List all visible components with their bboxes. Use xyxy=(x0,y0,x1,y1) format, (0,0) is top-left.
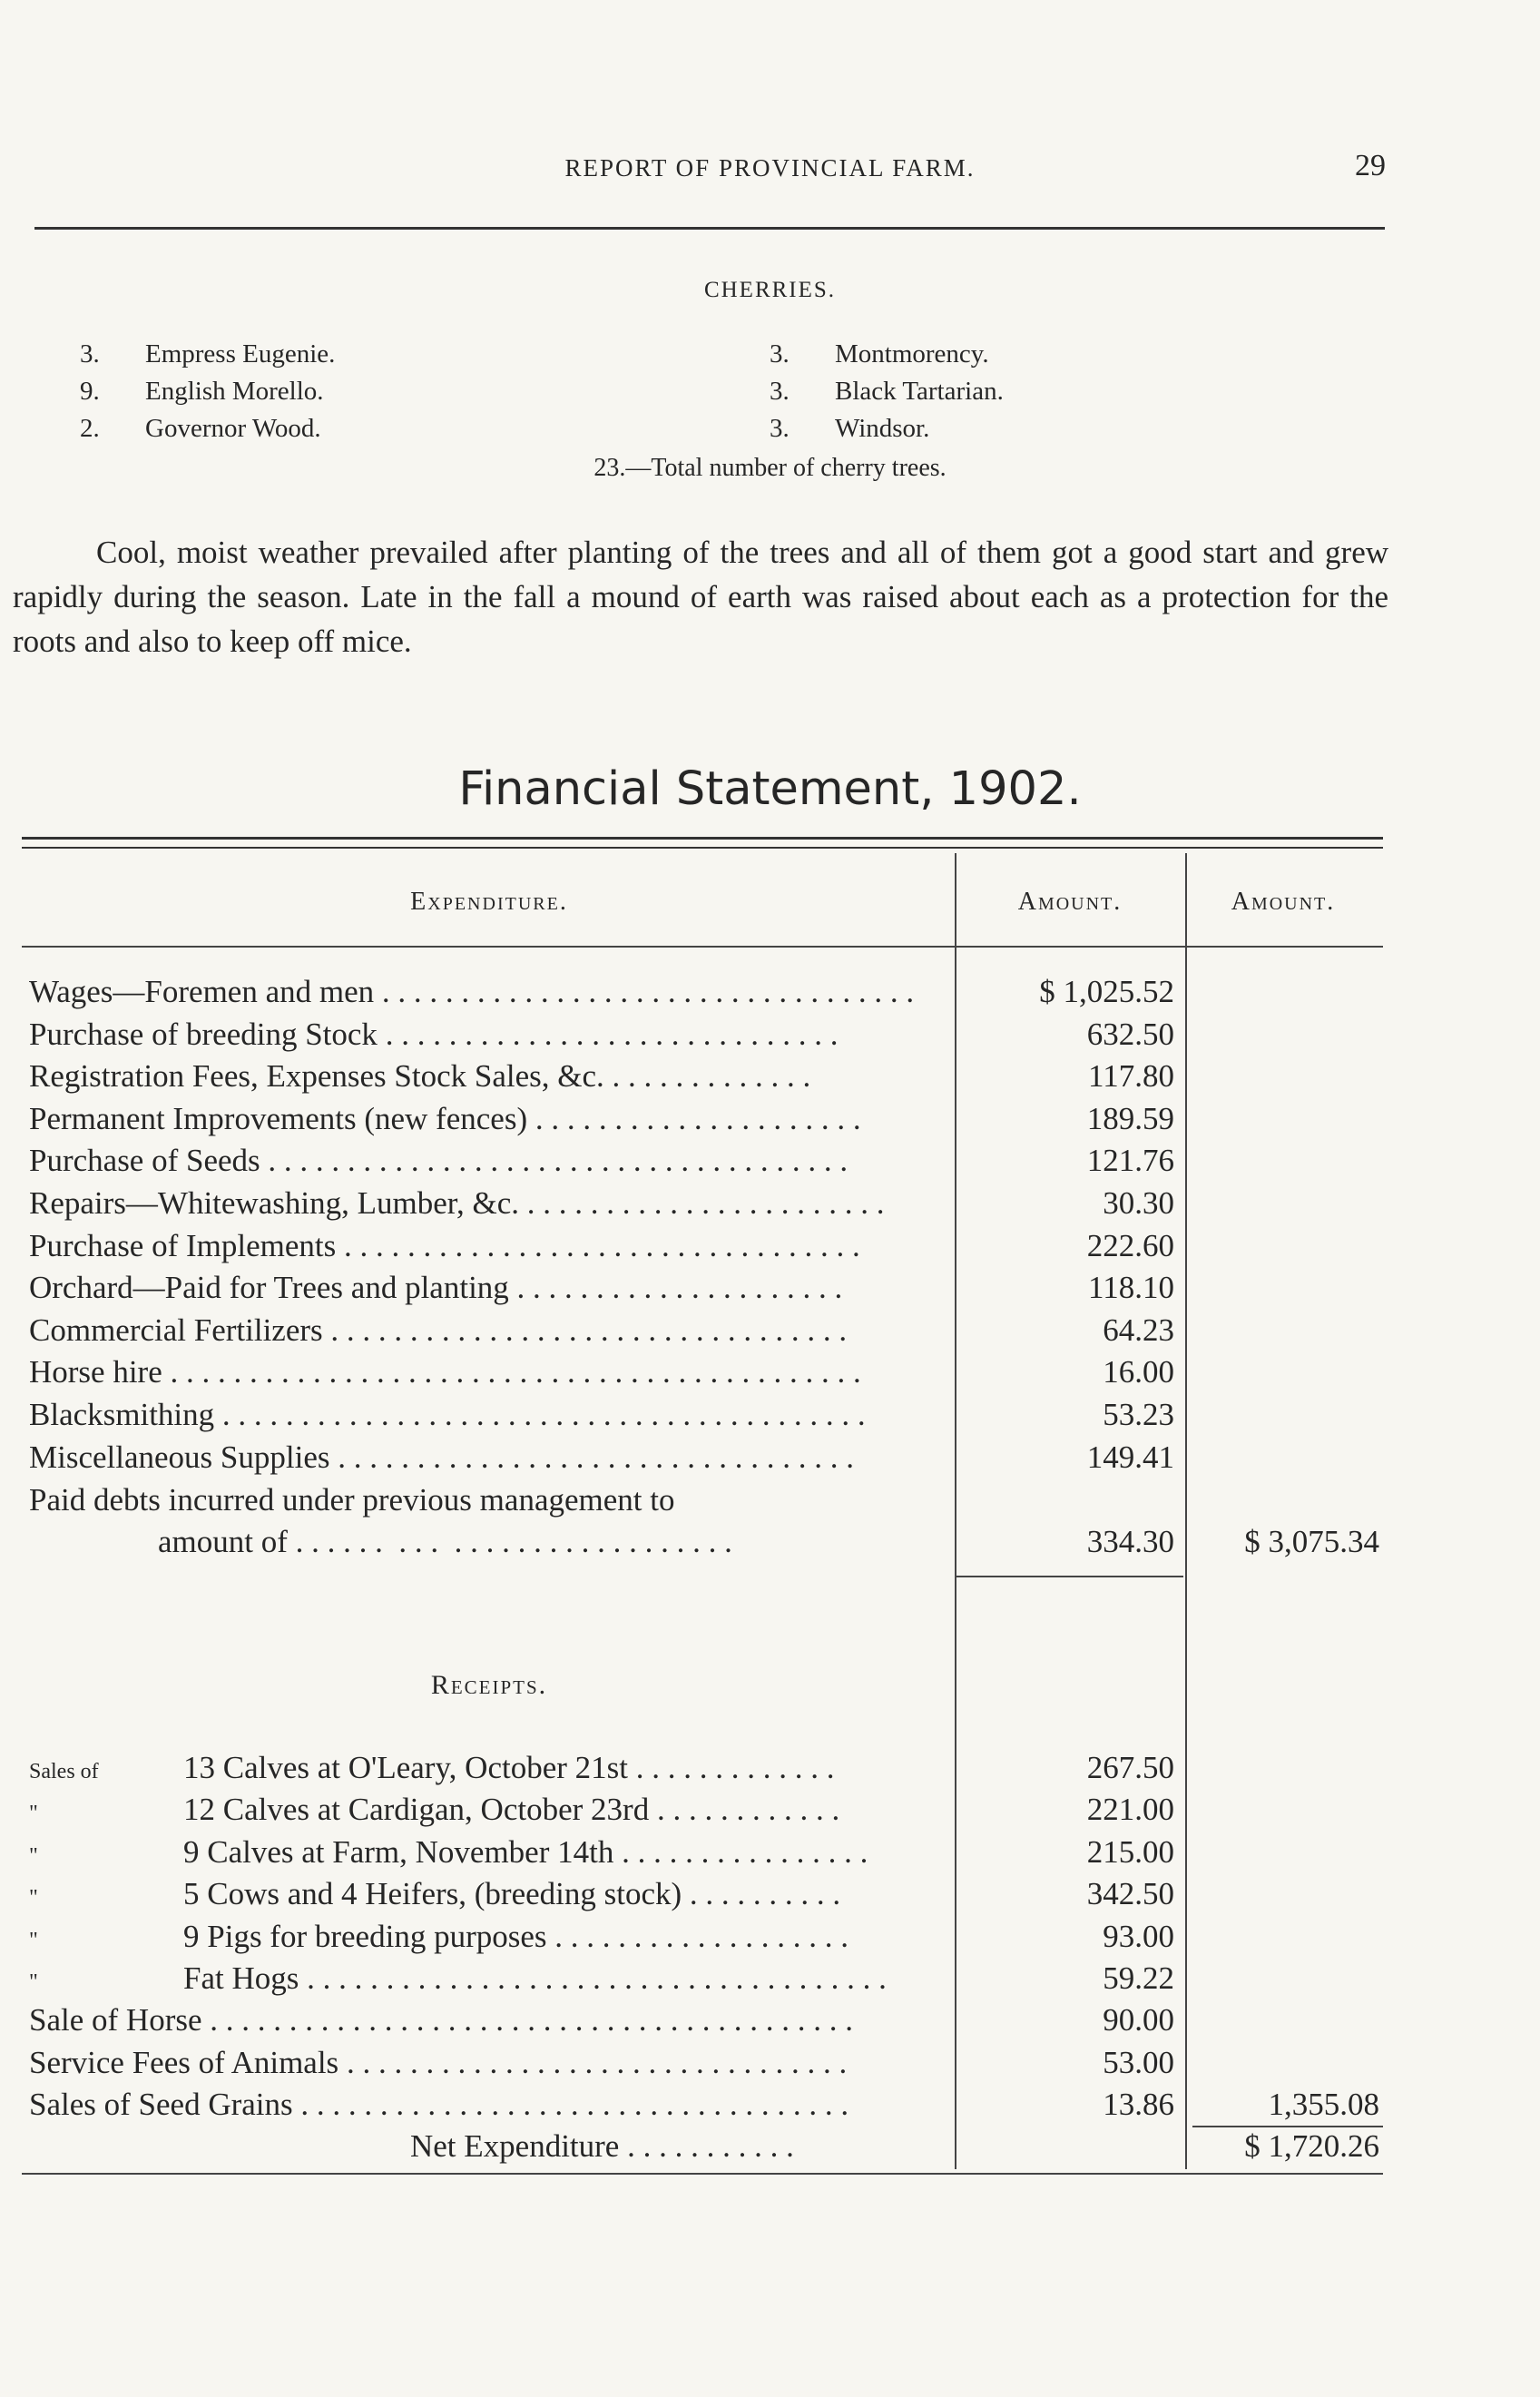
cherry-variety: Empress Eugenie. xyxy=(145,339,336,368)
leader-dots: . . . . . . . . . . . . . . . . . . . . . . . . . . . . . . . . . . . . . . . . . . . . xyxy=(162,1354,861,1390)
row-amount: 16.00 xyxy=(1103,1354,1174,1390)
table-row xyxy=(22,1832,1383,1873)
net-label: Net Expenditure xyxy=(410,2128,620,2164)
row-description-text: 9 Pigs for breeding purposes xyxy=(183,1918,547,1954)
row-description-text: Horse hire xyxy=(29,1354,162,1390)
title-double-rule xyxy=(22,837,1383,849)
row-amount: 93.00 xyxy=(1103,1918,1174,1954)
header-rule xyxy=(34,227,1385,230)
leader-dots: . . . . . . . . . . . . . . . . . . . xyxy=(546,1918,849,1954)
cherry-total: 23.—Total number of cherry trees. xyxy=(593,454,947,482)
row-description-text: Sales of Seed Grains xyxy=(29,2087,293,2123)
leader-dots: . . . . . . . . . . . xyxy=(619,2128,794,2164)
cherry-variety: Windsor. xyxy=(835,414,930,443)
row-description-text: Purchase of Seeds xyxy=(29,1143,260,1179)
row-description-text: Purchase of breeding Stock xyxy=(29,1016,378,1052)
cherry-count: 3. xyxy=(80,339,100,368)
table-bottom-rule xyxy=(22,2173,1383,2175)
list-item xyxy=(80,336,335,373)
row-amount: 632.50 xyxy=(1086,1016,1174,1052)
row-amount: 121.76 xyxy=(1086,1143,1174,1179)
row-description xyxy=(29,1056,953,1097)
row-description xyxy=(29,2126,953,2167)
row-description xyxy=(29,1310,953,1351)
cherries-heading: CHERRIES. xyxy=(703,278,837,302)
leader-dots: . . . . . . . . . . . . . . . . . . . . . . . . . . . . . . . . . xyxy=(336,1227,860,1263)
list-item xyxy=(770,373,1004,410)
cherry-variety: Montmorency. xyxy=(835,339,989,368)
row-description xyxy=(29,1747,953,1793)
list-item xyxy=(80,373,335,410)
leader-dots: . . . . . . . . . . . . . . . . . . . . . xyxy=(508,1270,843,1306)
row-description xyxy=(29,1521,953,1563)
row-description xyxy=(29,971,953,1013)
row-description-text: 13 Calves at O'Leary, October 21st xyxy=(183,1750,628,1785)
table-row xyxy=(22,1394,1383,1436)
row-description xyxy=(29,1999,953,2041)
list-item xyxy=(770,336,1004,373)
row-description xyxy=(29,1394,953,1436)
table-row xyxy=(22,1521,1383,1563)
row-amount: 149.41 xyxy=(1086,1439,1174,1475)
list-item xyxy=(770,410,1004,447)
row-description-text: 12 Calves at Cardigan, October 23rd xyxy=(183,1792,650,1828)
row-description xyxy=(29,1958,953,2003)
table-row xyxy=(22,1437,1383,1478)
row-description-text: Purchase of Implements xyxy=(29,1227,337,1263)
row-description xyxy=(29,1183,953,1224)
column-header-amount: Amount. xyxy=(1017,888,1123,916)
table-row xyxy=(22,2126,1383,2167)
table-row xyxy=(22,1351,1383,1393)
row-description xyxy=(29,1437,953,1478)
body-paragraph: Cool, moist weather prevailed after planting of the trees and all of them got a good start and grew rapidly during the season. Late in the fall a mound of earth was raised about each as a protection for the roots and also to keep off mice. xyxy=(13,535,1388,659)
row-description-text: Permanent Improvements (new fences) xyxy=(29,1100,528,1136)
cherry-list-left xyxy=(80,336,335,447)
table-row xyxy=(22,1916,1383,1958)
leader-dots: . . . . . . . . . . . . . . . . . . . . . xyxy=(527,1100,861,1136)
table-row xyxy=(22,2042,1383,2084)
row-amount: 221.00 xyxy=(1086,1792,1174,1828)
row-description: Paid debts incurred under previous management to xyxy=(29,1482,675,1518)
page-number: 29 xyxy=(1355,149,1386,182)
table-row xyxy=(22,1479,1383,1521)
row-description-text: Service Fees of Animals xyxy=(29,2044,339,2080)
table-row xyxy=(22,1098,1383,1140)
cherry-count: 9. xyxy=(80,377,100,406)
row-amount: $ 1,025.52 xyxy=(1039,974,1174,1009)
row-amount: 13.86 xyxy=(1103,2087,1174,2123)
row-description-text: Sale of Horse xyxy=(29,2002,202,2038)
row-amount: 90.00 xyxy=(1103,2002,1174,2038)
cherry-variety: Governor Wood. xyxy=(145,414,321,443)
row-prefix: " xyxy=(29,1843,38,1868)
row-description-text: Registration Fees, Expenses Stock Sales, &c. xyxy=(29,1058,604,1095)
row-description xyxy=(29,1014,953,1056)
row-description-text: 9 Calves at Farm, November 14th xyxy=(183,1833,614,1870)
row-description-text: Miscellaneous Supplies xyxy=(29,1439,330,1475)
running-header: REPORT OF PROVINCIAL FARM. xyxy=(564,154,976,182)
row-amount: 53.23 xyxy=(1103,1397,1174,1432)
row-prefix: Sales of xyxy=(29,1760,99,1783)
leader-dots: . . . . . . . . . . . . . xyxy=(603,1058,811,1095)
row-amount: 118.10 xyxy=(1088,1270,1174,1306)
table-row xyxy=(22,1014,1383,1056)
expenditure-total: $ 3,075.34 xyxy=(1244,1524,1379,1559)
leader-dots: . . . . . . . . . . . . . . . . . . . . . . . . . . . . . . . . . . . xyxy=(292,2087,849,2123)
leader-dots: . . . . . . . . . . . . . . . . . . . . . . . . . . . . . . . . . . xyxy=(374,974,915,1009)
table-row xyxy=(22,1225,1383,1267)
row-description xyxy=(29,2042,953,2084)
row-amount: 342.50 xyxy=(1086,1876,1174,1912)
receipts-heading: Receipts. xyxy=(430,1670,548,1700)
row-description xyxy=(29,1832,953,1877)
row-amount: 189.59 xyxy=(1086,1100,1174,1136)
row-description-text: 5 Cows and 4 Heifers, (breeding stock) xyxy=(183,1876,682,1912)
leader-dots: . . . . . . . . . . . . . . . . . . . . . . . . . . . . . . . . . xyxy=(322,1311,848,1348)
table-row xyxy=(22,1958,1383,1999)
row-description xyxy=(29,1873,953,1919)
row-description-text: amount of xyxy=(158,1524,288,1559)
row-description-text: Wages—Foremen and men xyxy=(29,974,375,1009)
row-amount: 53.00 xyxy=(1103,2044,1174,2080)
row-amount: 59.22 xyxy=(1103,1960,1174,1996)
table-row xyxy=(22,1789,1383,1831)
row-description xyxy=(29,1140,953,1182)
row-prefix: " xyxy=(29,1928,38,1952)
leader-dots: . . . . . . . . . . . . . . . . . . . . . . . xyxy=(519,1185,885,1221)
list-item xyxy=(80,410,335,447)
leader-dots: . . . . . . . . . . . . xyxy=(649,1792,840,1828)
leader-dots: . . . . . . . . . . . . . . . . . . . . . . . . . . . . . . . . . xyxy=(329,1439,854,1475)
section-title: Financial Statement, 1902. xyxy=(458,762,1082,816)
row-description xyxy=(29,1267,953,1309)
row-total: 1,355.08 xyxy=(1268,2087,1379,2123)
row-amount: 30.30 xyxy=(1103,1185,1174,1221)
leader-dots: . . . . . . . . . . . . . xyxy=(628,1750,835,1785)
leader-dots: . . . . . . . . . . . . . . . . . . . . . . . . . . . . . . . . . . . . . xyxy=(260,1143,848,1179)
row-prefix: " xyxy=(29,1886,38,1911)
table-row xyxy=(22,1310,1383,1351)
net-expenditure-total: $ 1,720.26 xyxy=(1244,2128,1379,2164)
table-row xyxy=(22,1183,1383,1224)
header-rule xyxy=(22,946,1383,948)
leader-dots: . . . . . . . . . . . . . . . . . . . . . . . . . . . . . . . . . . . . . . . . . xyxy=(214,1397,866,1432)
cherry-count: 2. xyxy=(80,414,100,443)
row-amount: 334.30 xyxy=(1086,1524,1174,1559)
row-description xyxy=(29,1789,953,1834)
cherry-count: 3. xyxy=(770,377,790,406)
row-description xyxy=(29,2084,953,2126)
row-description-text: Commercial Fertilizers xyxy=(29,1311,323,1348)
row-description xyxy=(29,1098,953,1140)
row-amount: 215.00 xyxy=(1086,1833,1174,1870)
row-amount: 222.60 xyxy=(1086,1227,1174,1263)
cherry-variety: English Morello. xyxy=(145,377,324,406)
row-description-text: Blacksmithing xyxy=(29,1397,215,1432)
leader-dots: . . . . . . . . . . . . . . . . . . . . . . . . . . . . . . . . . . . . . . . . . xyxy=(201,2002,854,2038)
row-prefix: " xyxy=(29,1802,38,1826)
table-row xyxy=(22,1267,1383,1309)
column-header-amount-total: Amount. xyxy=(1231,888,1336,916)
row-description-text: Orchard—Paid for Trees and planting xyxy=(29,1270,509,1306)
row-amount: 64.23 xyxy=(1103,1311,1174,1348)
table-row xyxy=(22,971,1383,1013)
leader-dots: . . . . . . . . . . . . . . . . xyxy=(613,1833,868,1870)
table-row xyxy=(22,2084,1383,2126)
cherry-count: 3. xyxy=(770,339,790,368)
table-row xyxy=(22,1999,1383,2041)
cherry-count: 3. xyxy=(770,414,790,443)
row-description-text: Repairs—Whitewashing, Lumber, &c. xyxy=(29,1185,519,1221)
cherry-variety: Black Tartarian. xyxy=(835,377,1004,406)
row-description xyxy=(29,1225,953,1267)
row-description xyxy=(29,1351,953,1393)
leader-dots: . . . . . . . . . . . . . . . . . . . . . . . . . . . . . . . . xyxy=(338,2044,848,2080)
table-row xyxy=(22,1140,1383,1182)
row-amount: 117.80 xyxy=(1088,1058,1174,1095)
row-description xyxy=(29,1916,953,1961)
column-header-expenditure: Expenditure. xyxy=(410,888,568,916)
table-row xyxy=(22,1056,1383,1097)
leader-dots: . . . . . . . . . . . . . . . . . . . . . . . . . . . xyxy=(287,1524,732,1559)
leader-dots: . . . . . . . . . . . . . . . . . . . . . . . . . . . . . xyxy=(377,1016,839,1052)
row-amount: 267.50 xyxy=(1086,1750,1174,1785)
row-description-text: Fat Hogs xyxy=(183,1960,299,1996)
row-prefix: " xyxy=(29,1970,38,1994)
leader-dots: . . . . . . . . . . . . . . . . . . . . . . . . . . . . . . . . . . . . . xyxy=(299,1960,887,1996)
table-row xyxy=(22,1747,1383,1789)
subtotal-rule xyxy=(956,1576,1183,1577)
leader-dots: . . . . . . . . . . xyxy=(682,1876,841,1912)
cherry-list-right xyxy=(770,336,1004,447)
table-row xyxy=(22,1873,1383,1915)
